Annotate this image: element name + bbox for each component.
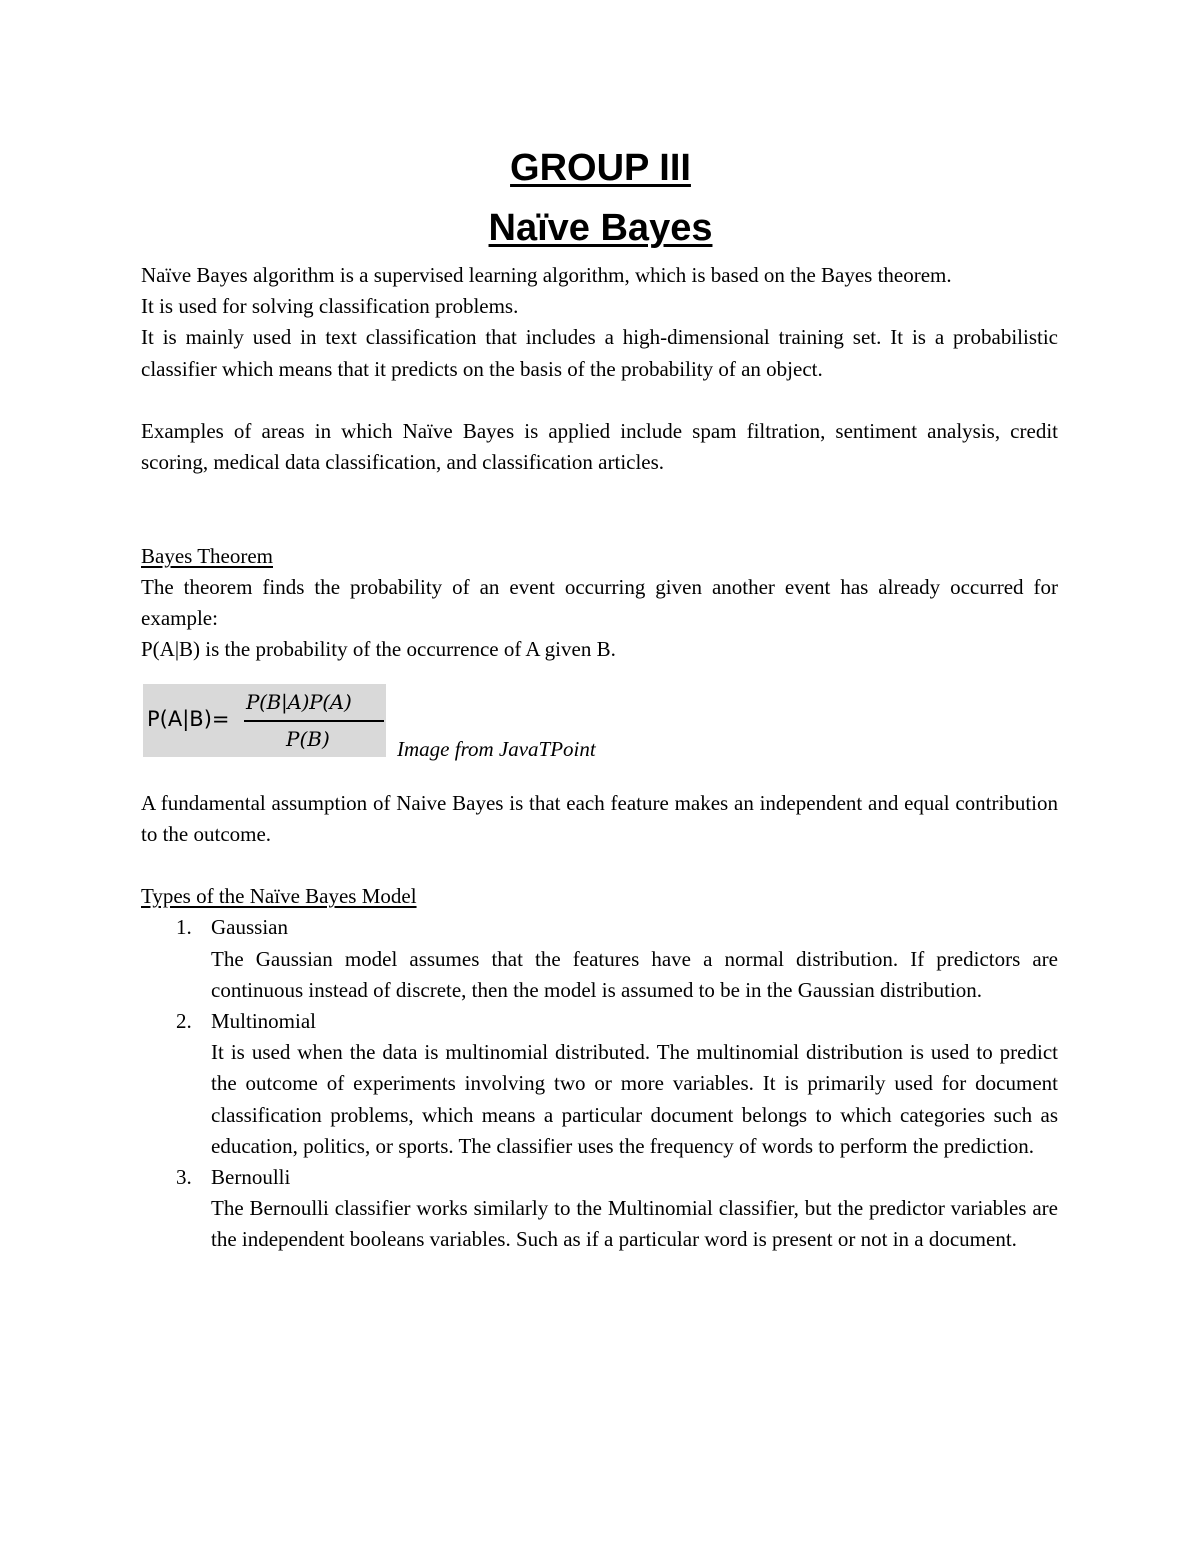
intro-line-1: Naïve Bayes algorithm is a supervised learning algorithm, which is based on the Bayes theorem. bbox=[141, 263, 952, 287]
list-item-name: Multinomial bbox=[211, 1009, 316, 1034]
formula-lhs: P(A|B)= bbox=[147, 706, 230, 731]
formula-row bbox=[141, 684, 1058, 770]
list-item-description: The Bernoulli classifier works similarly to the Multinomial classifier, but the predictor variables are the independent booleans variables. Such as if a particular word is present or not in a document. bbox=[211, 1196, 1058, 1252]
assumption-paragraph: A fundamental assumption of Naive Bayes is that each feature makes an independent and equal contribution to the outcome. bbox=[141, 790, 1058, 846]
list-item-number: 3. bbox=[176, 1165, 192, 1190]
spacer bbox=[141, 385, 1058, 416]
list-item bbox=[141, 1006, 1058, 1162]
list-item bbox=[141, 1162, 1058, 1256]
bayes-theorem-text: The theorem finds the probability of an event occurring given another event has already occurred for example: bbox=[141, 575, 1058, 631]
bayes-theorem-definition: P(A|B) is the probability of the occurrence of A given B. bbox=[141, 637, 616, 662]
types-list bbox=[141, 912, 1058, 1255]
list-item-description: The Gaussian model assumes that the features have a normal distribution. If predictors are continuous instead of discrete, then the model is assumed to be in the Gaussian distribution. bbox=[211, 946, 1058, 1002]
spacer bbox=[141, 478, 1058, 540]
intro-paragraph-3: Examples of areas in which Naïve Bayes is applied include spam filtration, sentiment analysis, credit scoring, medical data classification, and classification articles. bbox=[141, 419, 1058, 475]
list-item-number: 1. bbox=[176, 915, 192, 940]
spacer bbox=[141, 850, 1058, 881]
formula-denominator: P(B) bbox=[286, 726, 330, 751]
intro-paragraph-2: It is mainly used in text classification that includes a high-dimensional training set. It is a probabilistic classifier which means that it predicts on the basis of the probability of an object. bbox=[141, 325, 1058, 381]
list-item-number: 2. bbox=[176, 1009, 192, 1034]
list-item-description: It is used when the data is multinomial distributed. The multinomial distribution is used to predict the outcome of experiments involving two or more variables. It is primarily used for document classification problems, which means a particular document belongs to which categories such as education, politics, or sports. The classifier uses the frequency of words to perform the prediction. bbox=[211, 1040, 1058, 1158]
document-page bbox=[141, 140, 1058, 1256]
intro-line-2: It is used for solving classification problems. bbox=[141, 294, 519, 319]
types-heading: Types of the Naïve Bayes Model bbox=[141, 884, 417, 909]
list-item bbox=[141, 912, 1058, 1006]
document-title: GROUP III bbox=[510, 147, 691, 189]
formula-caption: Image from JavaTPoint bbox=[397, 736, 596, 761]
list-item-name: Gaussian bbox=[211, 915, 288, 940]
formula-fraction-bar bbox=[244, 720, 384, 722]
bayes-theorem-heading: Bayes Theorem bbox=[141, 543, 273, 568]
bayes-formula-image bbox=[143, 684, 386, 757]
document-subtitle: Naïve Bayes bbox=[488, 207, 713, 249]
list-item-name: Bernoulli bbox=[211, 1165, 291, 1190]
formula-numerator: P(B|A)P(A) bbox=[246, 689, 352, 714]
